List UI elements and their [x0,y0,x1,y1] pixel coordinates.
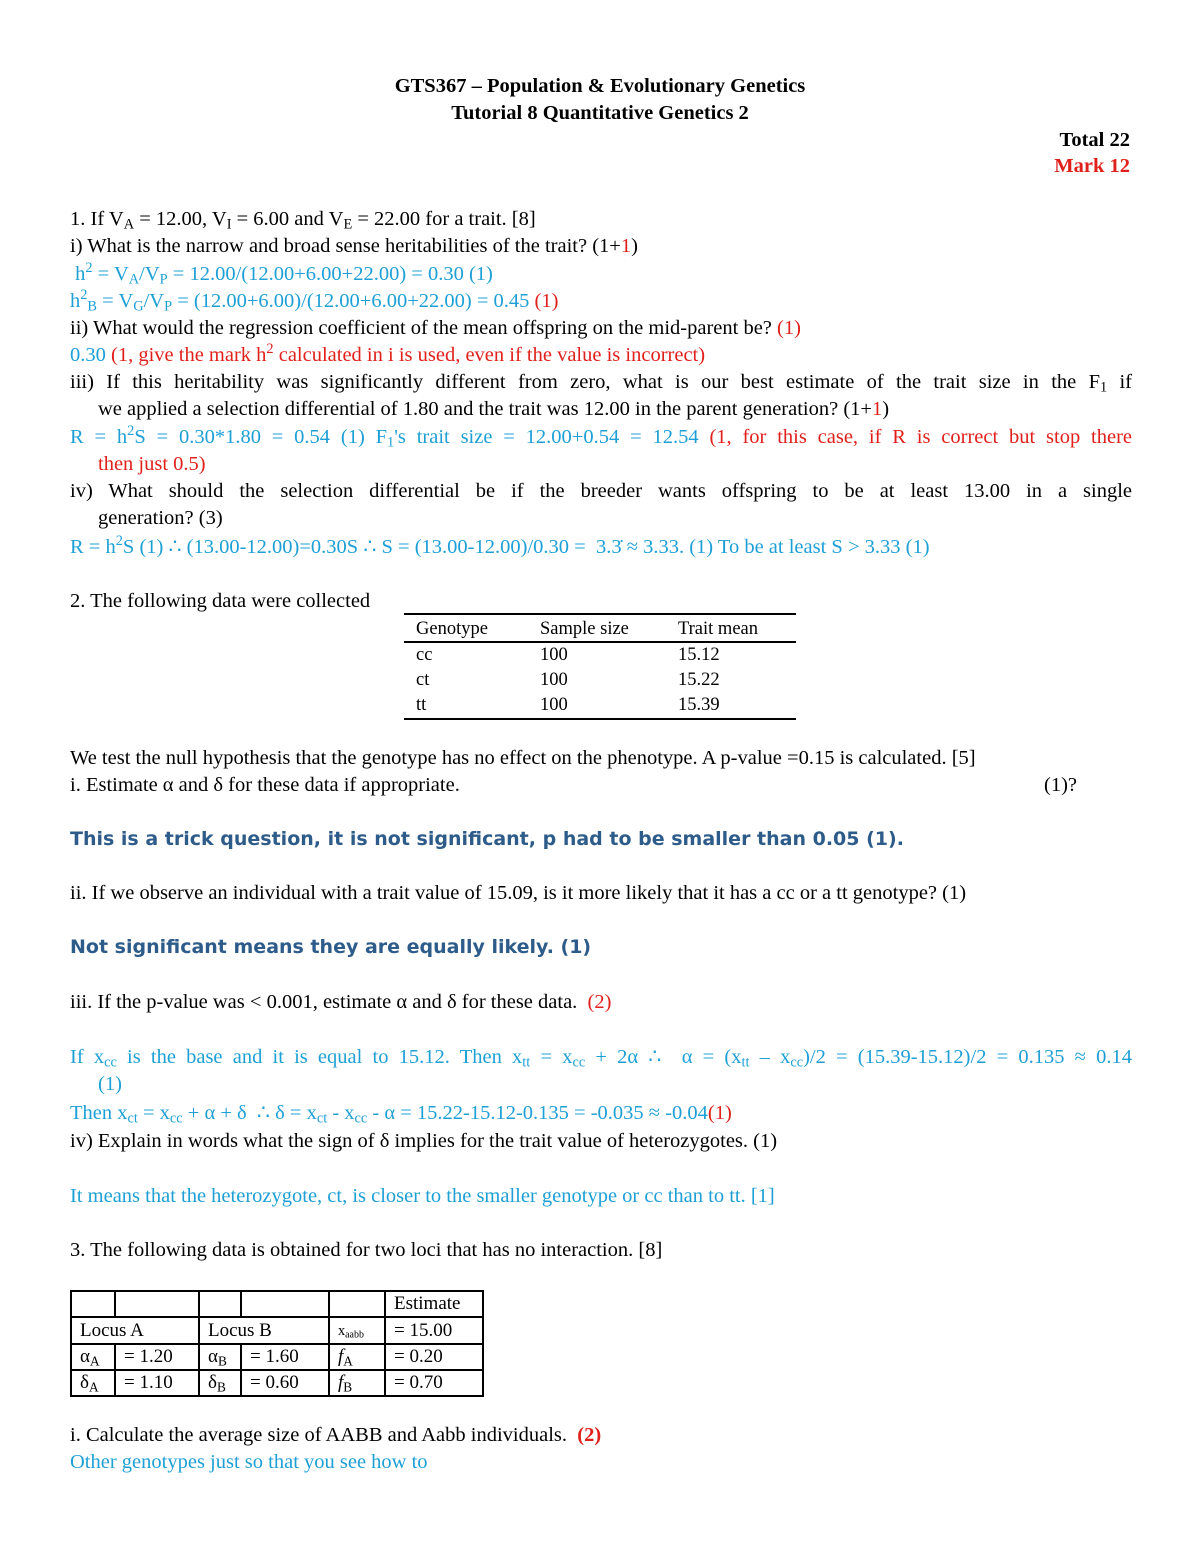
q2-iii-question [70,989,1132,1016]
q2-null-hypothesis: We test the null hypothesis that the genotype has no effect on the phenotype. A p-value =0.15 is calculated. [5] [70,747,976,769]
q2-i-question-text: i. Estimate α and δ for these data if appropriate. [70,774,460,796]
estimate-header: Estimate [385,1291,483,1317]
q2-iv-answer: It means that the heterozygote, ct, is closer to the smaller genotype or cc than to tt. [1] [70,1185,775,1207]
table-row [404,668,796,693]
table-row [71,1317,483,1344]
table-cell [329,1291,385,1317]
q1-i-answer-broad: $h^2_B = V_G/V_P = (12.00+6.00)/(12.00+6.00+22.00) = 0.45$ (1) [70,287,559,315]
q1-iii-question-line1: iii) If this heritability was significantly different from zero, what is our best estimate of the trait size in the $F_1$ if [70,371,1133,396]
loci-table [70,1290,484,1397]
table-cell: cc [416,645,433,665]
table-cell [241,1291,329,1317]
q1-i-question: i) What is the narrow and broad sense heritabilities of the trait? (1+1) [70,235,638,257]
table-row [71,1291,483,1317]
table-row [71,1370,483,1396]
header-sample-size: Sample size [540,619,629,639]
table-cell: 100 [540,645,568,665]
table-cell: 100 [540,670,568,690]
q1-ii-answer: 0.30 (1, give the mark $h^2$ calculated in i is used, even if the value is incorrect) [70,341,706,366]
delta-a-label: $\delta_A$ [71,1370,115,1396]
q2-iii-answer-delta: Then $x_{ct} = x_{cc} + \alpha + \delta$ ∴ $\delta = x_{ct} - x_{cc} - \alpha = 15.22-15.12-0.135 = -0.035 \approx -0.04(1)$ [70,1102,732,1127]
q1-iv-question-line1: iv) What should the selection differential be if the breeder wants offspring to be at least 13.00 in a single [70,480,1132,502]
x-aabb-value: = 15.00 [385,1317,483,1344]
q1-iii-question-line2: we applied a selection differential of 1.80 and the trait was 12.00 in the parent generation? (1+1) [98,398,890,420]
awarded-marks: Mark 12 [1054,155,1130,177]
x-aabb-label: $x_{aabb}$ [329,1317,385,1344]
delta-a-value: = 1.10 [115,1370,199,1396]
table-cell [115,1291,199,1317]
delta-b-value: = 0.60 [241,1370,329,1396]
q2-i-answer: This is a trick question, it is not significant, p had to be smaller than 0.05 (1). [70,828,904,850]
q2-i-marks: (1)? [1044,774,1078,796]
f-a-value: = 0.20 [385,1344,483,1370]
q1-iii-answer-line1: $R = h^2S = 0.30*1.80 = 0.54$ (1) $F_1's$ trait size = 12.00+0.54 = 12.54 (1, for this case, if R is correct but stop there [70,423,1133,451]
q2-iii-marks: (2) [587,991,612,1013]
q3-intro: 3. The following data is obtained for two loci that has no interaction. [8] [70,1239,663,1261]
q2-ii-answer: Not significant means they are equally likely. (1) [70,936,592,958]
table-cell: 15.22 [678,670,720,690]
locus-a-header: Locus A [71,1317,199,1344]
q1-ii-question: ii) What would the regression coefficient of the mean offspring on the mid-parent be? (1) [70,317,801,339]
table-cell: 15.39 [678,695,720,715]
q2-ii-question: ii. If we observe an individual with a trait value of 15.09, is it more likely that it has a cc or a tt genotype? (1) [70,882,967,904]
course-title: GTS367 – Population & Evolutionary Genetics [394,75,806,97]
alpha-a-value: = 1.20 [115,1344,199,1370]
table-cell [71,1291,115,1317]
q2-iii-answer-line1: If $x_{cc}$ is the base and it is equal to 15.12. Then $x_{tt} = x_{cc} + 2\alpha$ ∴ $\alpha = (x_{tt} - x_{cc})/2 = (15.39-15.12)/2 = 0.135 \approx 0.14$ [70,1046,1132,1071]
q2-i-question [70,772,1132,799]
q2-intro: 2. The following data were collected [70,590,371,612]
q2-iii-question-text: iii. If the p-value was < 0.001, estimate α and δ for these data. [70,991,578,1013]
q2-iv-question: iv) Explain in words what the sign of δ implies for the trait value of heterozygotes. (1) [70,1130,778,1152]
header-trait-mean: Trait mean [678,619,758,639]
tutorial-title: Tutorial 8 Quantitative Genetics 2 [451,102,749,124]
table-row [404,643,796,668]
locus-b-header: Locus B [199,1317,329,1344]
q3-i-question [70,1422,1132,1449]
q1-iii-answer-line2: then just 0.5) [98,453,206,475]
q1-iv-answer: $R = h^2S$ (1) ∴ (13.00-12.00)=0.30S ∴ S = (13.00-12.00)/0.30 = 3.3̇ ≈ 3.33. (1) To be at least S > 3.33 (1) [70,533,930,558]
f-b-value: = 0.70 [385,1370,483,1396]
alpha-b-label: $\alpha_B$ [199,1344,241,1370]
f-b-label: $f_B$ [329,1370,385,1396]
q1-i-answer-narrow: $h^2 = V_A/V_P = 12.00/(12.00+6.00+22.00) = 0.30$ (1) [70,260,493,288]
table-row [404,693,796,718]
alpha-a-label: $\alpha_A$ [71,1344,115,1370]
delta-b-label: $\delta_B$ [199,1370,241,1396]
total-marks: Total 22 [1059,129,1130,151]
q3-i-marks: (2) [577,1424,602,1446]
q3-i-question-text: i. Calculate the average size of AABB and Aabb individuals. [70,1424,567,1446]
header-genotype: Genotype [416,619,488,639]
f-a-label: $f_A$ [329,1344,385,1370]
table-cell: 15.12 [678,645,720,665]
table-cell: tt [416,695,427,715]
q1-intro: 1. If $V_A = 12.00$, $V_I = 6.00$ and $V_E = 22.00$ for a trait. [8] [70,208,536,233]
table-row [71,1344,483,1370]
alpha-b-value: = 1.60 [241,1344,329,1370]
q3-note: Other genotypes just so that you see how to [70,1451,428,1473]
table-header-row [404,615,796,643]
table-cell: 100 [540,695,568,715]
table-cell: ct [416,670,430,690]
table-cell [199,1291,241,1317]
genotype-table [404,613,796,720]
q1-iv-question-line2: generation? (3) [98,507,223,529]
q2-iii-answer-line2: (1) [98,1073,122,1095]
